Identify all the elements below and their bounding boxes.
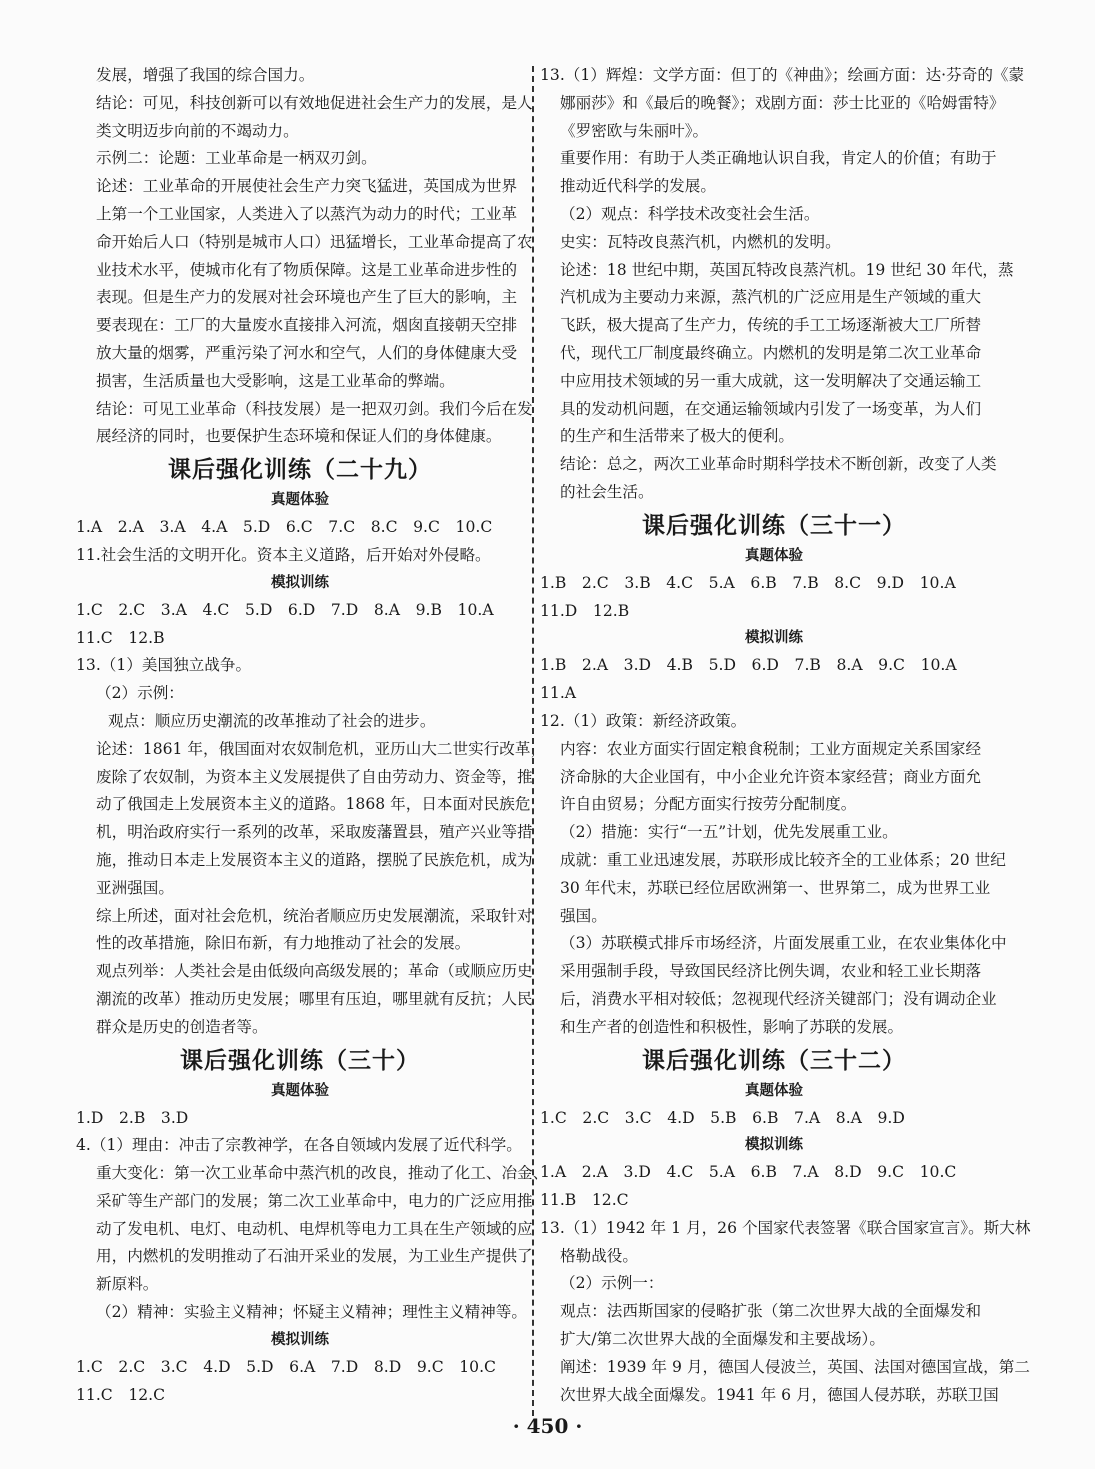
text-line: 1.C 2.C 3.C 4.D 5.D 6.A 7.D 8.D 9.C 10.C [76,1357,496,1376]
text-line: 发展，增强了我国的综合国力。 [96,66,315,84]
text-line: 要表现在：工厂的大量废水直接排入河流，烟囱直接朝天空排 [96,316,518,335]
text-line: 观点：法西斯国家的侵略扩张（第二次世界大战的全面爆发和 [560,1302,982,1321]
text-line: 动了俄国走上发展资本主义的道路。1868 年，日本面对民族危 [96,795,531,814]
text-line: 重要作用：有助于人类正确地认识自我，肯定人的价值；有助于 [560,149,997,168]
text-line: 成就：重工业迅速发展，苏联形成比较齐全的工业体系；20 世纪 [560,850,1006,869]
left-column [76,62,549,1409]
text-line: （3）苏联模式排斥市场经济，片面发展重工业，在农业集体化中 [560,934,1007,953]
text-line: 施，推动日本走上发展资本主义的道路，摆脱了民族危机，成为 [96,850,533,869]
text-line: 4.（1）理由：冲击了宗教神学，在各自领域内发展了近代科学。 [76,1136,522,1155]
text-line: 30 年代末，苏联已经位居欧洲第一、世界第二，成为世界工业 [560,878,991,897]
text-line: 许自由贸易；分配方面实行按劳分配制度。 [560,795,857,814]
text-line: 放大量的烟雾，严重污染了河水和空气，人们的身体健康大受 [96,343,518,362]
page-number: · 450 · [512,1414,583,1438]
subsection-heading: 真题体验 [745,547,803,564]
text-line: 新原料。 [96,1275,159,1294]
text-line: 阐述：1939 年 9 月，德国人侵波兰，英国、法国对德国宣战，第二 [560,1357,1030,1376]
text-line: 强国。 [560,906,607,925]
text-line: （2）示例： [96,684,184,703]
text-line: 结论：可见工业革命（科技发展）是一把双刃剑。我们今后在发 [96,399,533,418]
text-line: 1.C 2.C 3.C 4.D 5.B 6.B 7.A 8.A 9.D [540,1108,905,1127]
text-line: 结论：可见，科技创新可以有效地促进社会生产力的发展，是人 [96,93,533,112]
text-line: 11.D 12.B [540,601,630,620]
text-line: 史实：瓦特改良蒸汽机，内燃机的发明。 [560,232,841,251]
subsection-heading: 真题体验 [745,1082,803,1099]
text-line: 动了发电机、电灯、电动机、电焊机等电力工具在生产领域的应 [96,1219,533,1238]
text-line: 汽机成为主要动力来源，蒸汽机的广泛应用是生产领域的重大 [560,288,982,307]
text-line: 内容：农业方面实行固定粮食税制；工业方面规定关系国家经 [560,739,982,758]
text-line: 用，内燃机的发明推动了石油开采业的发展，为工业生产提供了 [96,1247,533,1266]
text-line: 论述：工业革命的开展使社会生产力突飞猛进，英国成为世界 [96,177,518,196]
text-line: 采矿等生产部门的发展；第二次工业革命中，电力的广泛应用推 [96,1191,533,1210]
column-divider [532,66,534,1416]
text-line: 11.A [540,684,577,703]
text-line: 代，现代工厂制度最终确立。内燃机的发明是第二次工业革命 [560,343,982,362]
section-title: 课后强化训练（三十） [180,1047,420,1074]
text-line: 推动近代科学的发展。 [560,177,716,196]
text-line: 和生产者的创造性和积极性，影响了苏联的发展。 [560,1017,904,1036]
subsection-heading: 模拟训练 [745,1137,803,1154]
text-line: 上第一个工业国家，人类进入了以蒸汽为动力的时代；工业革 [96,204,518,223]
text-line: 13.（1）1942 年 1 月，26 个国家代表签署《联合国家宣言》。斯大林 [540,1218,1031,1237]
text-line: 1.D 2.B 3.D [76,1108,189,1127]
subsection-heading: 模拟训练 [271,574,329,591]
section-title: 课后强化训练（三十二） [642,1047,906,1074]
text-line: 飞跃，极大提高了生产力，传统的手工工场逐渐被大工厂所替 [560,316,982,335]
text-line: （2）示例一： [560,1274,664,1293]
text-line: 1.B 2.A 3.D 4.B 5.D 6.D 7.B 8.A 9.C 10.A [540,656,957,675]
subsection-heading: 真题体验 [271,492,329,509]
text-line: （2）措施：实行“一五”计划，优先发展重工业。 [560,823,898,842]
text-line: 1.B 2.C 3.B 4.C 5.A 6.B 7.B 8.C 9.D 10.A [540,573,956,592]
text-line: （2）精神：实验主义精神；怀疑主义精神；理性主义精神等。 [96,1303,527,1322]
text-line: 格勒战役。 [560,1246,638,1265]
text-line: 中应用技术领域的另一重大成就，这一发明解决了交通运输工 [560,371,982,390]
text-line: 13.（1）美国独立战争。 [76,656,252,675]
text-line: 扩大/第二次世界大战的全面爆发和主要战场）。 [560,1330,885,1349]
text-line: 观点：顺应历史潮流的改革推动了社会的进步。 [108,711,436,730]
text-line: 机，明治政府实行一系列的改革，采取废藩置县，殖产兴业等措 [96,823,533,842]
text-line: 展经济的同时，也要保护生态环境和保证人们的身体健康。 [96,427,502,446]
text-line: 群众是历史的创造者等。 [96,1017,268,1036]
right-column [540,62,1031,1409]
text-line: 采用强制手段，导致国民经济比例失调，农业和轻工业长期落 [560,962,982,981]
text-line: 11.C 12.B [76,628,165,647]
text-line: 综上所述，面对社会危机，统治者顺应历史发展潮流，采取针对 [96,906,533,925]
text-line: 表现。但是生产力的发展对社会环境也产生了巨大的影响，主 [96,288,518,307]
text-line: 11.社会生活的文明开化。资本主义道路，后开始对外侵略。 [76,545,491,564]
text-line: 损害，生活质量也大受影响，这是工业革命的弊端。 [96,371,455,390]
subsection-heading: 模拟训练 [745,630,803,647]
text-line: 论述：18 世纪中期，英国瓦特改良蒸汽机。19 世纪 30 年代，蒸 [560,260,1014,279]
text-line: 济命脉的大企业国有，中小企业允许资本家经营；商业方面允 [560,767,982,786]
section-title: 课后强化训练（三十一） [642,512,906,539]
text-line: 后，消费水平相对较低；忽视现代经济关键部门；没有调动企业 [560,989,997,1008]
text-line: 1.A 2.A 3.D 4.C 5.A 6.B 7.A 8.D 9.C 10.C [540,1163,957,1182]
text-line: 13.（1）辉煌：文学方面：但丁的《神曲》；绘画方面：达·芬奇的《蒙 [540,66,1025,84]
text-line: 的社会生活。 [560,482,654,501]
text-line: 论述：1861 年，俄国面对农奴制危机，亚历山大二世实行改革， [96,739,547,758]
text-line: 性的改革措施，除旧布新，有力地推动了社会的发展。 [96,934,471,953]
subsection-heading: 模拟训练 [271,1331,329,1348]
text-line: 11.B 12.C [540,1191,629,1210]
text-line: 1.A 2.A 3.A 4.A 5.D 6.C 7.C 8.C 9.C 10.C [76,518,493,537]
text-line: 娜丽莎》和《最后的晚餐》；戏剧方面：莎士比亚的《哈姆雷特》 [560,93,1005,112]
text-line: 重大变化：第一次工业革命中蒸汽机的改良，推动了化工、冶金、 [96,1164,549,1183]
text-line: 废除了农奴制，为资本主义发展提供了自由劳动力、资金等，推 [96,767,533,786]
text-line: 结论：总之，两次工业革命时期科学技术不断创新，改变了人类 [560,455,997,474]
text-line: 类文明迈步向前的不竭动力。 [96,121,299,140]
subsection-heading: 真题体验 [271,1082,329,1099]
text-line: 的生产和生活带来了极大的便利。 [560,427,794,446]
text-line: 潮流的改革）推动历史发展；哪里有压迫，哪里就有反抗；人民 [96,989,533,1008]
text-line: 具的发动机问题，在交通运输领域内引发了一场变革，为人们 [560,399,982,418]
text-line: 观点列举：人类社会是由低级向高级发展的；革命（或顺应历史 [96,962,533,981]
text-line: 1.C 2.C 3.A 4.C 5.D 6.D 7.D 8.A 9.B 10.A [76,600,494,619]
text-line: 示例二：论题：工业革命是一柄双刃剑。 [96,149,377,168]
text-line: 业技术水平，使城市化有了物质保障。这是工业革命进步性的 [96,260,518,279]
text-line: 《罗密欧与朱丽叶》。 [560,121,709,140]
text-line: 亚洲强国。 [96,878,174,897]
text-line: （2）观点：科学技术改变社会生活。 [560,204,820,223]
text-line: 11.C 12.C [76,1385,166,1404]
section-title: 课后强化训练（二十九） [168,457,432,484]
text-line: 次世界大战全面爆发。1941 年 6 月，德国人侵苏联，苏联卫国 [560,1385,999,1404]
text-line: 命开始后人口（特别是城市人口）迅猛增长，工业革命提高了农 [96,232,533,251]
text-line: 12.（1）政策：新经济政策。 [540,711,747,730]
